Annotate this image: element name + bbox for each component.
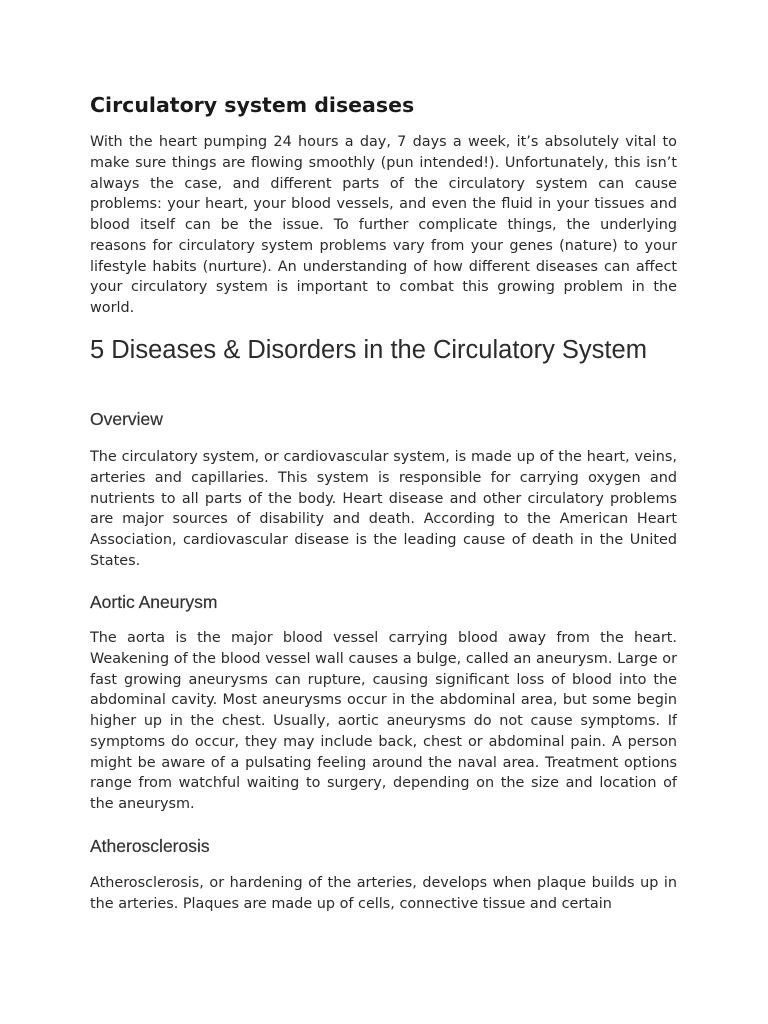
section-body-atherosclerosis: Atherosclerosis, or hardening of the arteries, develops when plaque builds up in the arteries. Plaques are made up of cells, connective tissue and certain bbox=[90, 875, 677, 912]
main-heading: 5 Diseases & Disorders in the Circulatory System bbox=[90, 336, 647, 364]
section-heading-atherosclerosis: Atherosclerosis bbox=[90, 836, 210, 856]
page-title: Circulatory system diseases bbox=[90, 93, 415, 117]
section-body-aortic-aneurysm: The aorta is the major blood vessel carrying blood away from the heart. Weakening of the blood vessel wall causes a bulge, called an aneurysm. Large or fast growing aneurysms can rupture, causing significant loss of blood into the abdominal cavity. Most aneurysms occur in the abdominal area, but some begin higher up in the chest. Usually, aortic aneurysms do not cause symptoms. If symptoms do occur, they may include back, chest or abdominal pain. A person might be aware of a pulsating feeling around the naval area. Treatment options range from watchful waiting to surgery, depending on the size and location of the aneurysm. bbox=[90, 630, 677, 812]
section-heading-aortic-aneurysm: Aortic Aneurysm bbox=[90, 592, 218, 612]
section-heading-overview: Overview bbox=[90, 409, 163, 429]
section-body-overview: The circulatory system, or cardiovascular system, is made up of the heart, veins, arteries and capillaries. This system is responsible for carrying oxygen and nutrients to all parts of the body. Heart disease and other circulatory problems are major sources of disability and death. According to the American Heart Association, cardiovascular disease is the leading cause of death in the United States. bbox=[90, 449, 677, 569]
intro-paragraph: With the heart pumping 24 hours a day, 7 days a week, it’s absolutely vital to make sure things are flowing smoothly (pun intended!). Unfortunately, this isn’t always the case, and different parts of the circulatory system can cause problems: your heart, your blood vessels, and even the fluid in your tissues and blood itself can be the issue. To further complicate things, the underlying reasons for circulatory system problems vary from your genes (nature) to your lifestyle habits (nurture). An understanding of how different diseases can affect your circulatory system is important to combat this growing problem in the world. bbox=[90, 134, 677, 316]
